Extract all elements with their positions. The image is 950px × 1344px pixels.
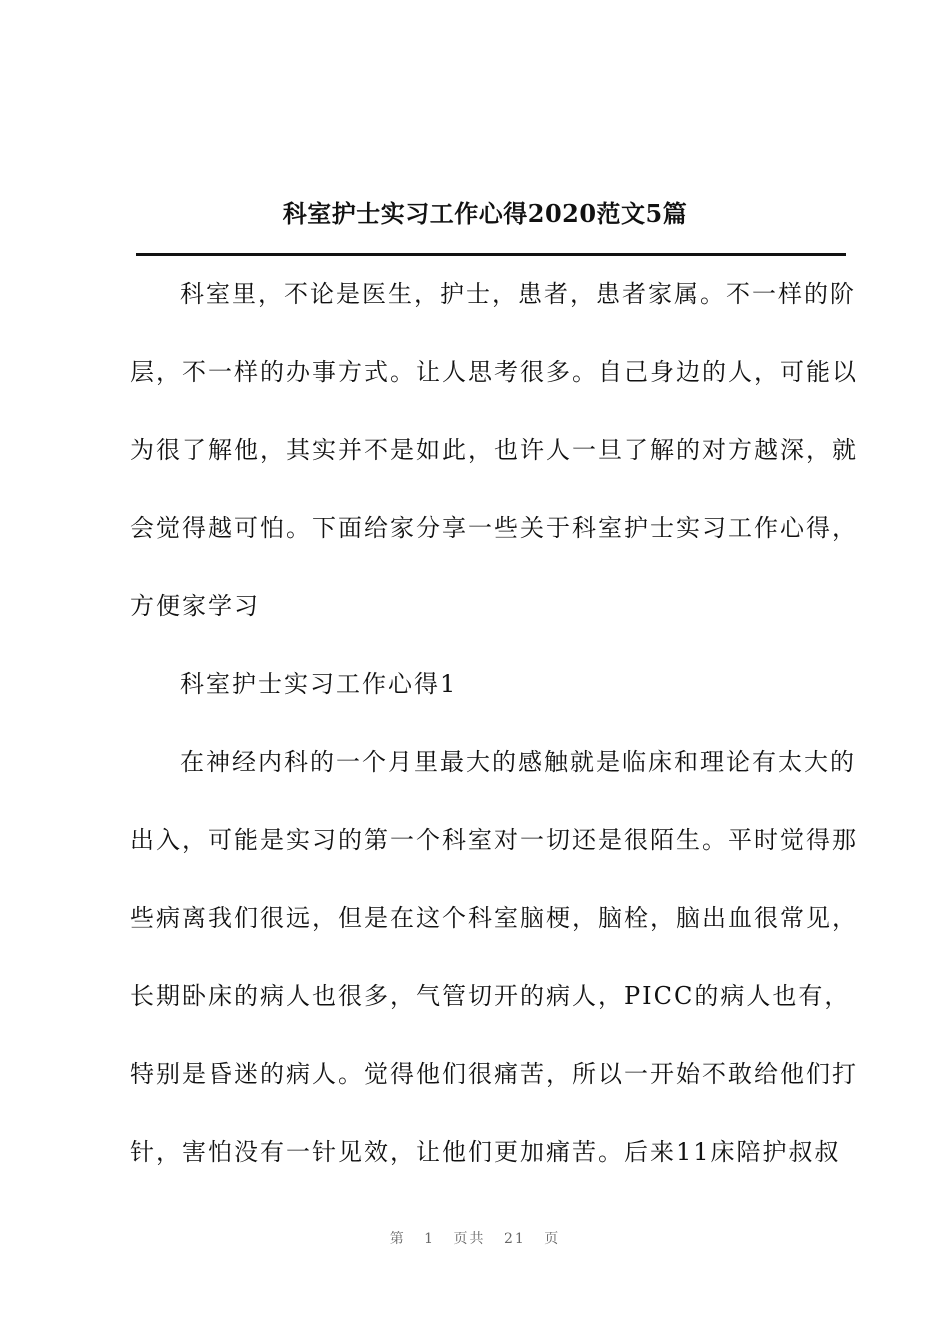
paragraph-line: 出入，可能是实习的第一个科室对一切还是很陌生。平时觉得那 [130,826,858,854]
paragraph-line: 在神经内科的一个月里最大的感触就是临床和理论有太大的 [180,748,856,776]
paragraph-line: 些病离我们很远，但是在这个科室脑梗，脑栓，脑出血很常见， [130,904,858,932]
paragraph-line: 长期卧床的病人也很多，气管切开的病人，PICC的病人也有， [130,982,851,1010]
paragraph-line: 科室里，不论是医生，护士，患者，患者家属。不一样的阶 [180,280,856,308]
document-body [130,268,858,1204]
section-heading: 科室护士实习工作心得1 [180,670,458,698]
paragraph-line: 针，害怕没有一针见效，让他们更加痛苦。后来11床陪护叔叔 [130,1138,841,1166]
page-number-footer: 第 1 页共 21 页 [389,1231,561,1247]
paragraph-line: 为很了解他，其实并不是如此，也许人一旦了解的对方越深，就 [130,436,858,464]
paragraph-line: 会觉得越可怕。下面给家分享一些关于科室护士实习工作心得， [130,514,858,542]
paragraph-line: 方便家学习 [130,592,260,620]
paragraph-line: 特别是昏迷的病人。觉得他们很痛苦，所以一开始不敢给他们打 [130,1060,858,1088]
paragraph-line: 层，不一样的办事方式。让人思考很多。自己身边的人，可能以 [130,358,858,386]
document-title: 科室护士实习工作心得2020范文5篇 [282,199,688,228]
title-underline [136,253,846,256]
